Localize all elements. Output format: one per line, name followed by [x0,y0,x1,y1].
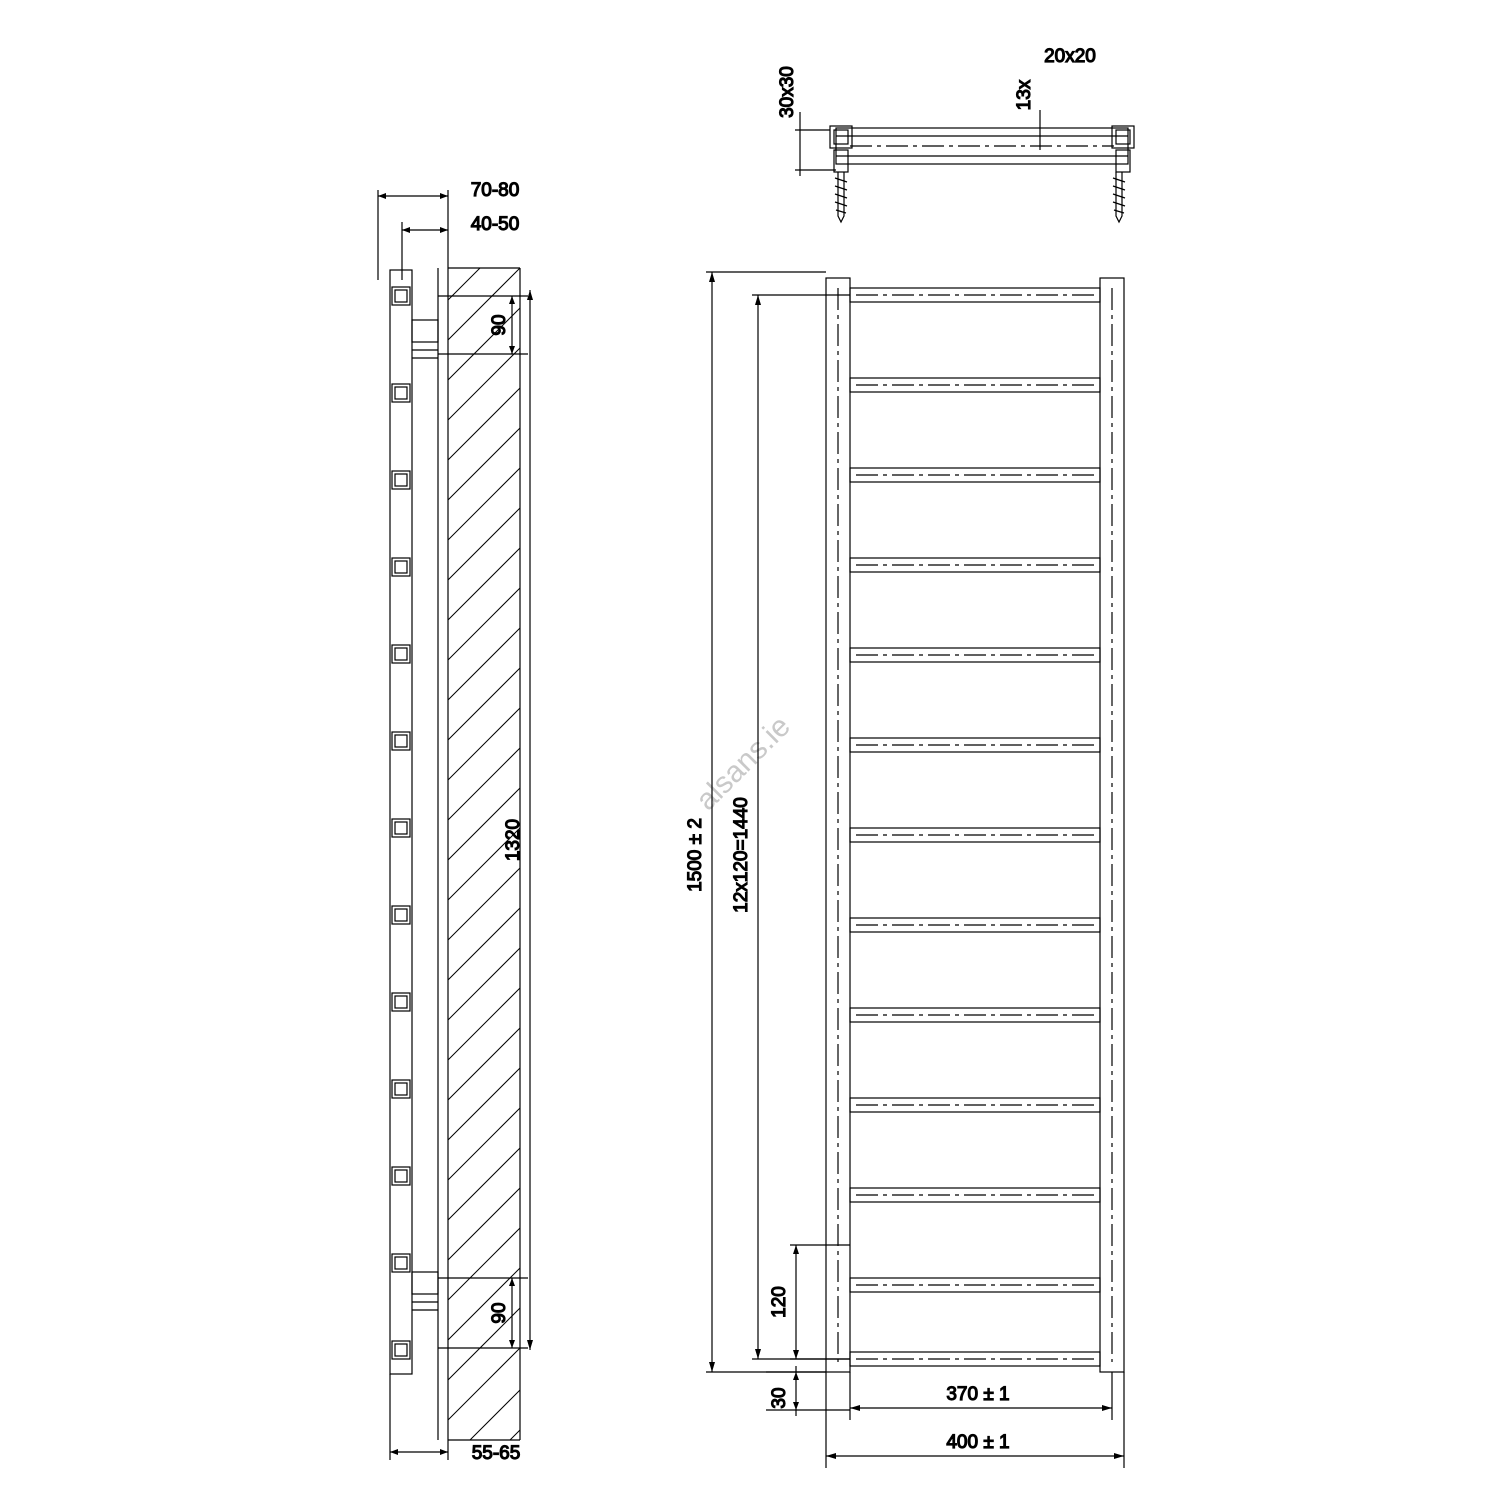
dim-front-inner-width: 370 ± 1 [946,1384,1010,1405]
dim-side-bottom-spacing: 90 [489,1302,510,1324]
dim-front-overall-height: 1500 ± 2 [685,818,706,892]
dim-front-bottom-pitch: 120 [769,1286,790,1318]
front-view [685,272,1124,1468]
dim-side-bottom-wall: 55-65 [471,1443,521,1464]
front-tubes [850,288,1100,1366]
side-tube-profiles [392,287,410,1359]
watermark-label: alsans.ie [689,709,797,817]
side-view [378,180,533,1464]
dim-top-tube-count: 13x [1014,79,1035,111]
dim-front-pitch-chain: 12x120=1440 [731,797,752,913]
dim-side-total-height: 1320 [503,818,524,862]
dim-front-bottom-offset: 30 [769,1387,790,1409]
dim-side-bracket-offset: 40-50 [470,214,520,235]
left-wall-screw [835,172,847,222]
dim-top-bracket-size: 30x30 [777,66,798,118]
dim-side-wall-offset: 70-80 [470,180,520,201]
dim-front-overall-width: 400 ± 1 [946,1432,1010,1453]
top-view [777,46,1134,222]
dim-side-top-spacing: 90 [489,314,510,336]
dim-top-tube-size: 20x20 [1044,46,1096,67]
right-wall-screw [1113,172,1125,222]
